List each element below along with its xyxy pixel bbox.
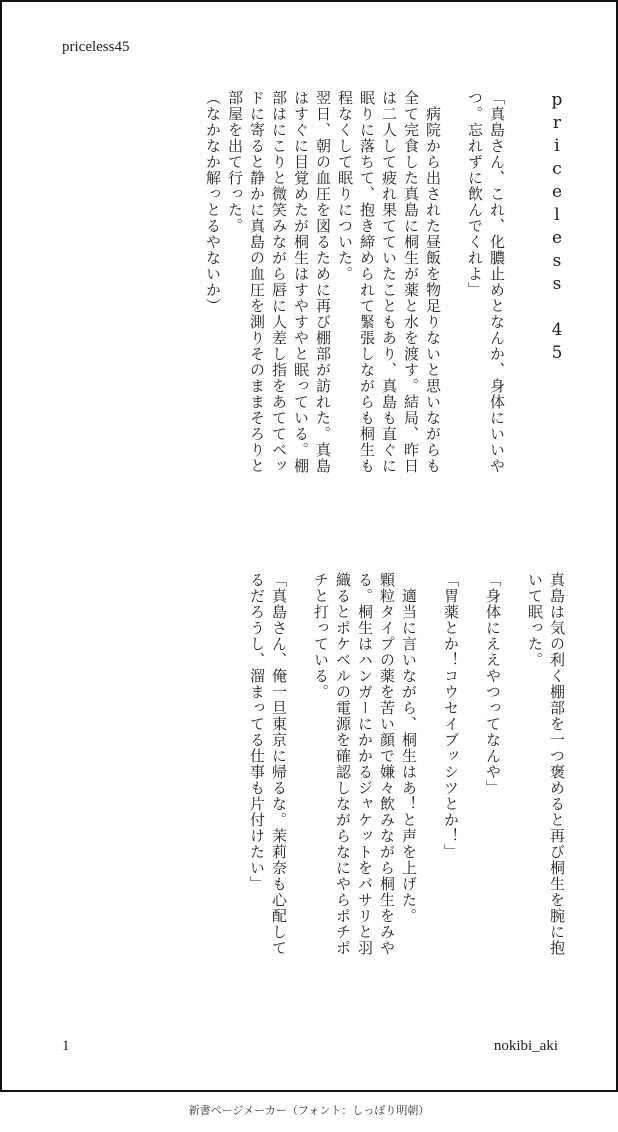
top-text-section [202,90,568,474]
text-column: 程なくして眠りについた。 [336,90,354,282]
blank-column [420,572,440,956]
blank-column [290,572,310,956]
bottom-text-section [246,572,568,956]
text-column: るだろうし、溜まってる仕事も片付けたい」 [248,572,266,892]
blank-column [504,572,524,956]
header-title: priceless45 [62,39,130,55]
text-column: 部屋を出て行った。 [226,90,244,234]
text-column: は二人して疲れ果てていたこともあり、真島も直ぐに [380,90,398,474]
text-column: 翌日、朝の血圧を図るために再び棚部が訪れた。真島 [314,90,332,474]
text-column: 眠りに落ちて、抱き締められて緊張しながらも桐生も [358,90,376,474]
text-column: 病院から出された昼飯を物足りないと思いながらも [424,90,442,474]
text-column: 「胃薬とか！コウセイブッシツとか！」 [442,572,460,860]
text-column: る。桐生はハンガーにかかるジャケットをバサリと羽 [356,572,374,956]
text-column: 部はにこりと微笑みながら唇に人差し指をあててベッ [270,90,288,474]
text-column: 織るとポケベルの電源を確認しながらなにやらポチポ [334,572,352,956]
text-column: 真島は気の利く棚部を一つ褒めると再び桐生を腕に抱 [548,572,566,956]
text-column: いて眠った。 [526,572,544,668]
text-column: 顆粒タイプの薬を苦い顔で嫌々飲みながら桐生をみや [378,572,396,956]
text-column: チと打っている。 [312,572,330,700]
text-column: つ。忘れずに飲んでくれよ」 [466,90,484,298]
text-column: 「身体にええやつってなんや」 [484,572,502,796]
page-number: 1 [62,1038,70,1054]
text-column: ドに寄ると静かに真島の血圧を測りそのままそろりと [248,90,266,474]
footer-caption: 新書ページメーカー（フォント：しっぽり明朝） [188,1104,430,1117]
blank-column [462,572,482,956]
author-name: nokibi_aki [493,1038,558,1054]
text-column: （なかなか解っとるやないか） [204,90,222,314]
text-column: はすぐに目覚めたが桐生はすやすやと眠っている。棚 [292,90,310,474]
text-column: 「真島さん、これ、化膿止めとなんか、身体にいいや [488,90,506,474]
text-column: 「真島さん、俺一旦東京に帰るな。茉莉奈も心配して [270,572,288,956]
text-column: 適当に言いながら、桐生はあ！と声を上げた。 [400,572,418,924]
blank-column [444,90,464,474]
text-column: 全て完食した真島に桐生が薬と水を渡す。結局、昨日 [402,90,420,474]
chapter-title: priceless 45 [547,90,567,366]
